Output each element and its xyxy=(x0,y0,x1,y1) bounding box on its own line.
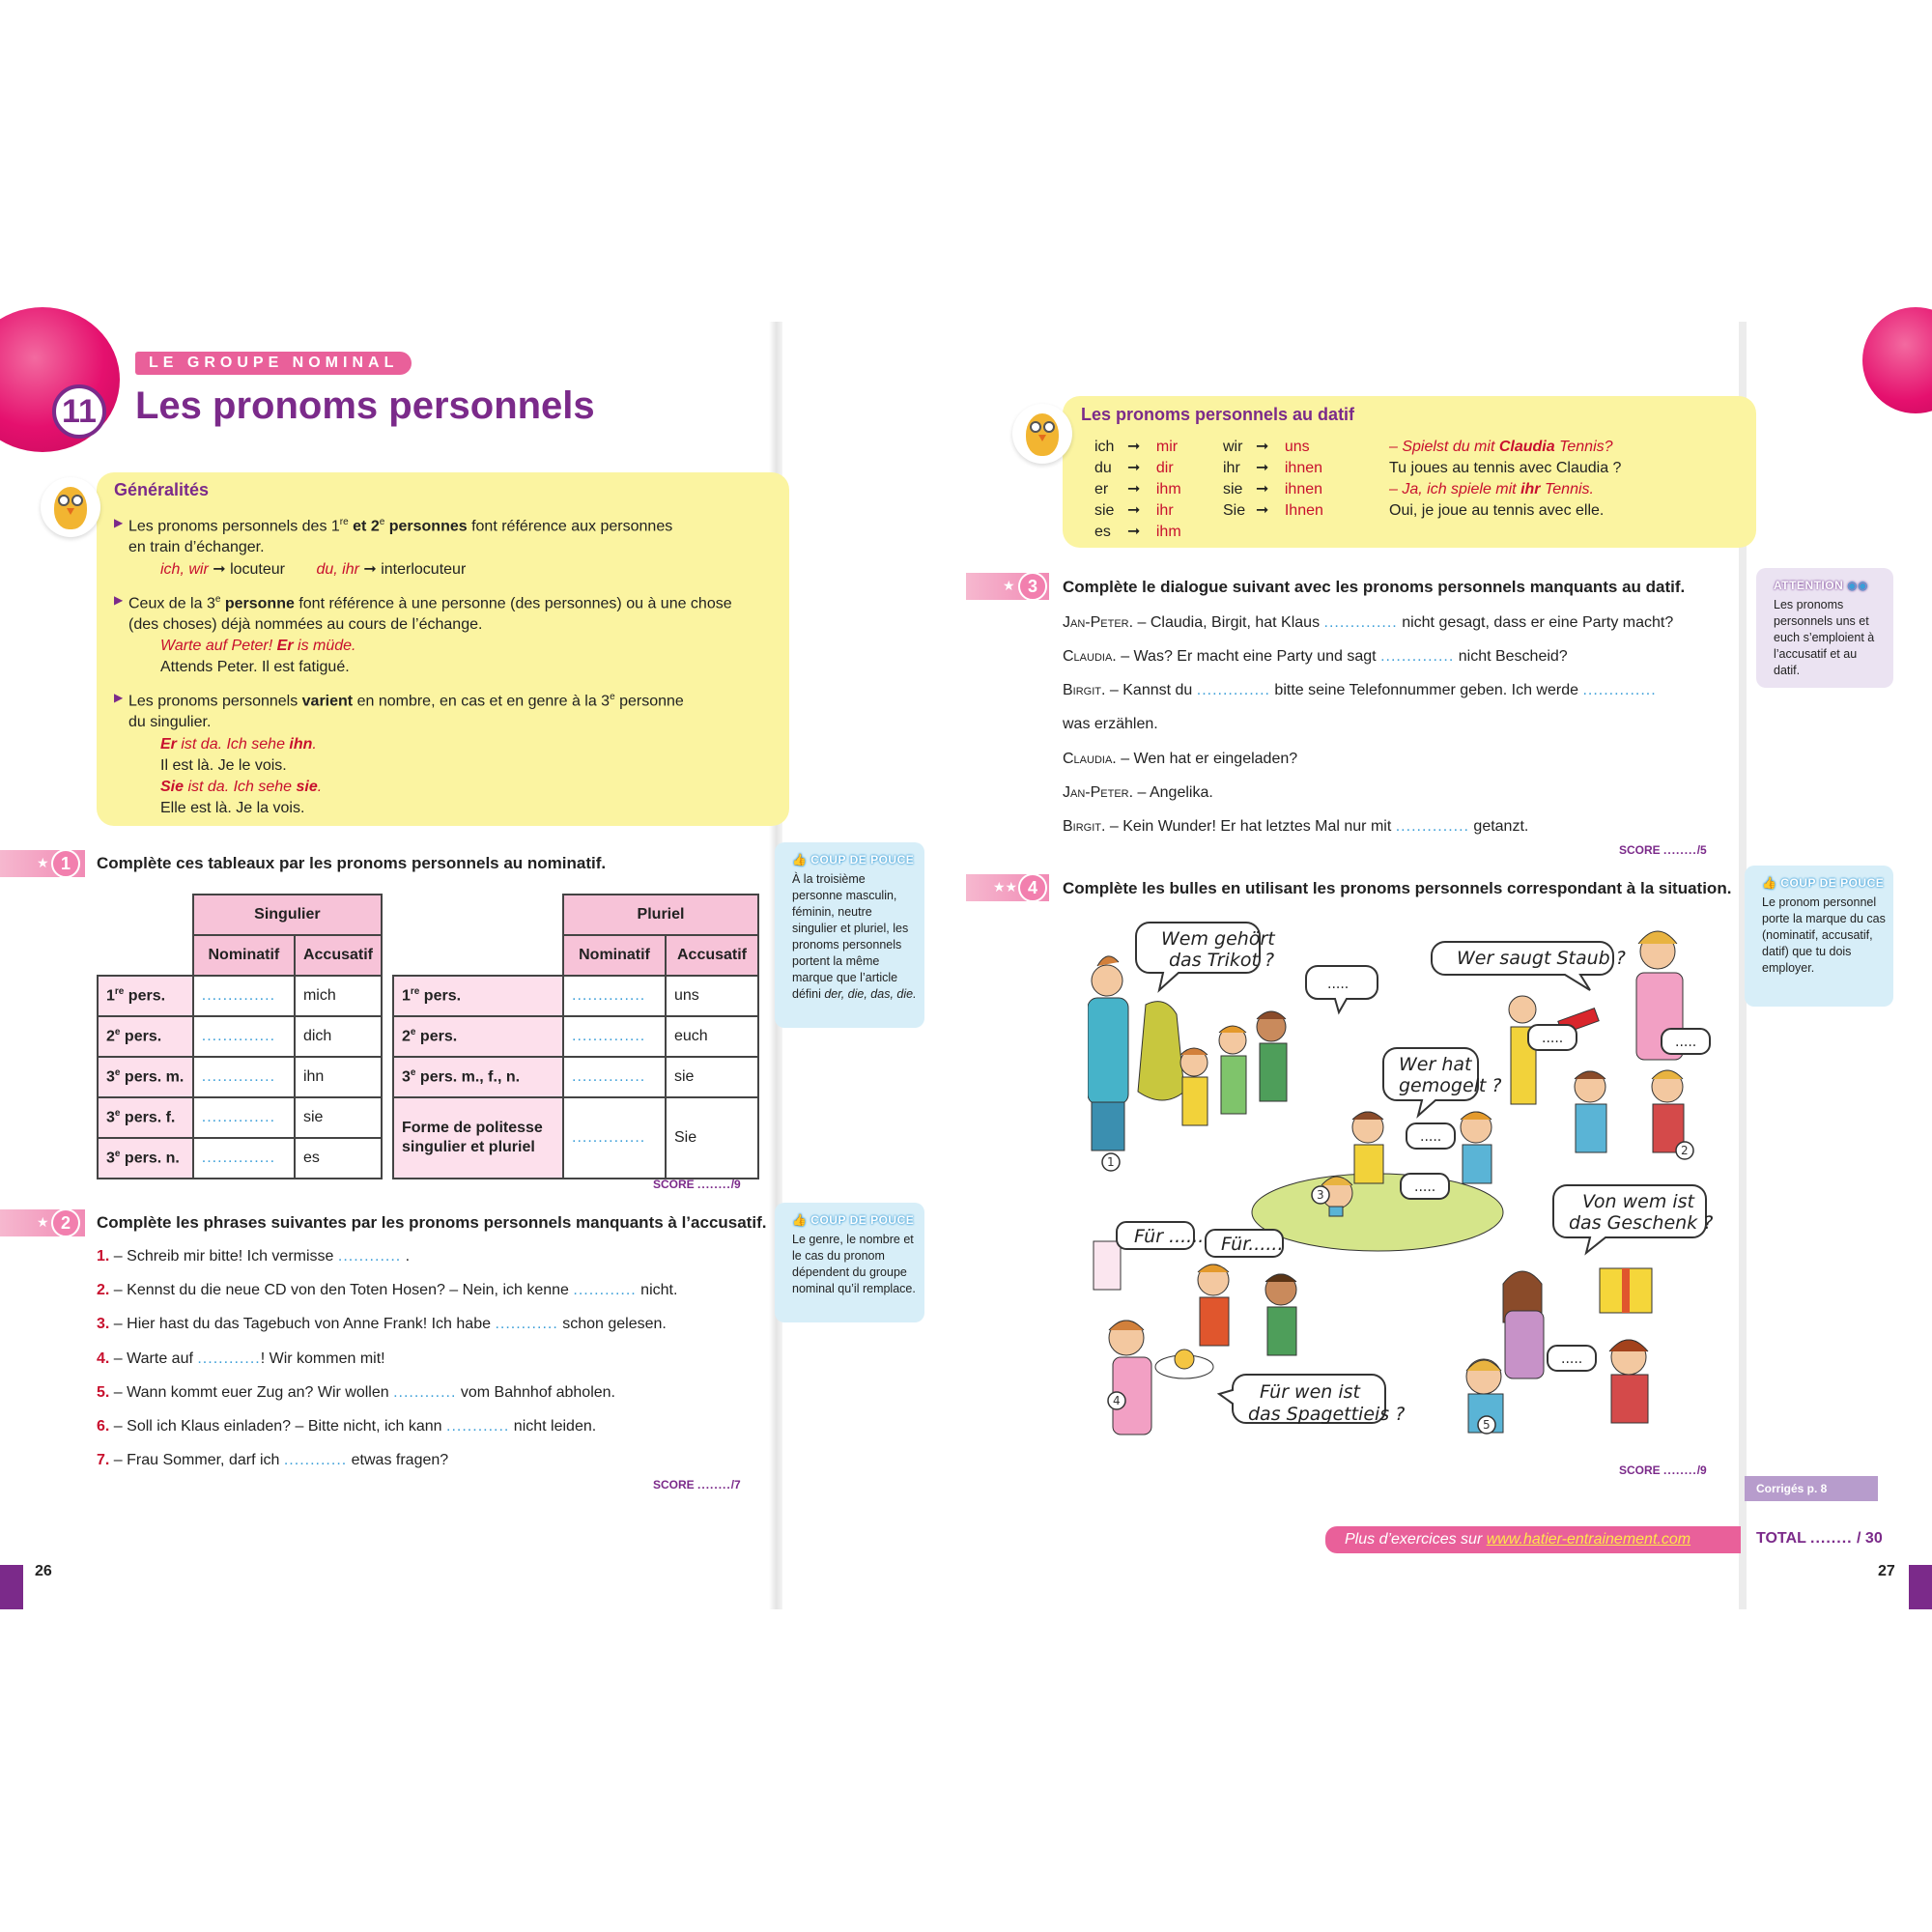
page-number-right: 27 xyxy=(1878,1563,1895,1579)
answer-blank[interactable]: ............ xyxy=(573,1282,637,1299)
header-singulier: Singulier xyxy=(193,895,382,935)
table-row xyxy=(98,976,382,1016)
datif-row-singular: ich ➞ mir xyxy=(1094,439,1179,455)
panel-label-text: 5 xyxy=(1483,1418,1491,1432)
attention-note: ATTENTION ◉◉ Les pronoms personnels uns et euch s’emploient à l’accusatif et au datif. xyxy=(1756,568,1893,688)
star-icon: ★ xyxy=(37,1214,49,1230)
exercise-1-title: Complète ces tableaux par les pronoms personnels au nominatif. xyxy=(97,854,607,872)
header-pluriel: Pluriel xyxy=(563,895,758,935)
answer-blank[interactable]: ............ xyxy=(197,1350,261,1367)
answer-blank[interactable]: .............. xyxy=(193,1138,295,1179)
answer-bubble[interactable]: Für ...... xyxy=(1134,1226,1205,1247)
generalites-bullet-3: ▶ Les pronoms personnels varient en nombre, en cas et en genre à la 3e personne du singulier. xyxy=(114,691,684,731)
total-score: TOTAL ........ / 30 xyxy=(1756,1530,1883,1547)
exercise-2-sentence: 6. – Soll ich Klaus einladen? – Bitte nicht, ich kann ............ nicht leiden. xyxy=(97,1418,597,1435)
datif-row-singular: du ➞ dir xyxy=(1094,460,1174,476)
datif-row-plural: Sie ➞ Ihnen xyxy=(1223,502,1323,519)
exercise-2-title: Complète les phrases suivantes par les pronoms personnels manquants à l’accusatif. xyxy=(97,1213,767,1232)
panel-label-text: 3 xyxy=(1317,1188,1324,1202)
datif-row-plural: sie ➞ ihnen xyxy=(1223,481,1323,497)
answer-blank[interactable]: ............ xyxy=(337,1248,402,1264)
exercise-3-title: Complète le dialogue suivant avec les pronoms personnels manquants au datif. xyxy=(1063,578,1686,596)
thumb-icon: 👍 xyxy=(1762,876,1777,890)
answer-bubble[interactable]: ..... xyxy=(1675,1035,1697,1050)
accusatif-value: ihn xyxy=(295,1057,382,1097)
exercise-2-sentence: 5. – Wann kommt euer Zug an? Wir wollen ............ vom Bahnhof abholen. xyxy=(97,1383,615,1401)
panel-label-text: 2 xyxy=(1681,1144,1689,1157)
row-label-politesse: Forme de politesse singulier et pluriel xyxy=(393,1097,563,1179)
bubble-text: Von wem ist xyxy=(1582,1191,1694,1212)
score-ex2: SCORE ......../7 xyxy=(653,1478,741,1492)
dialogue-line-3: Birgit. – Kannst du .............. bitte seine Telefonnummer geben. Ich werde .............. xyxy=(1063,682,1657,698)
bubble-text: Wer hat xyxy=(1399,1054,1472,1075)
generalites-title: Généralités xyxy=(114,480,210,499)
answer-bubble[interactable]: ..... xyxy=(1561,1351,1583,1367)
star-icon: ★★ xyxy=(993,879,1018,895)
header-nominatif: Nominatif xyxy=(563,935,666,976)
row-label: 3e pers. n. xyxy=(98,1138,193,1179)
generalites-example-3: Er ist da. Ich sehe ihn. Il est là. Je le vois. Sie ist da. Ich sehe sie. Elle est là. Je la vois. xyxy=(160,736,323,816)
accusatif-value: euch xyxy=(666,1016,758,1057)
answer-blank[interactable]: .............. xyxy=(193,976,295,1016)
score-ex4: SCORE ......../9 xyxy=(1619,1463,1707,1477)
datif-row-plural: ihr ➞ ihnen xyxy=(1223,460,1323,476)
table-singulier xyxy=(97,894,383,1179)
thumb-icon: 👍 xyxy=(792,853,808,867)
answer-blank[interactable]: .............. xyxy=(193,1097,295,1138)
row-label: 3e pers. m. xyxy=(98,1057,193,1097)
bubble-text: Wer saugt Staub ? xyxy=(1457,948,1626,969)
exercise-2-sentence: 3. – Hier hast du das Tagebuch von Anne Frank! Ich habe ............ schon gelesen. xyxy=(97,1316,667,1333)
table-row xyxy=(98,1097,382,1138)
dialogue-line-4: was erzählen. xyxy=(1063,716,1158,732)
thumb-icon: 👍 xyxy=(792,1213,808,1227)
exercise-2-badge: 2 xyxy=(51,1208,80,1237)
generalites-bullet-2: ▶ Ceux de la 3e personne font référence à une personne (des personnes) ou à une chose (des choses) déjà nommées au cours de l’échange. xyxy=(114,593,732,634)
page-corner-right xyxy=(1909,1565,1932,1609)
bubble-text: das Geschenk ? xyxy=(1569,1212,1714,1234)
table-row xyxy=(393,1016,758,1057)
more-exercises-link[interactable]: Plus d’exercices sur www.hatier-entrainement.com xyxy=(1325,1526,1741,1553)
table-row xyxy=(393,1057,758,1097)
answer-blank[interactable]: .............. xyxy=(563,976,666,1016)
panel-1 xyxy=(1088,956,1287,1151)
answer-bubble[interactable]: ..... xyxy=(1542,1031,1564,1046)
coup-de-pouce-note-1: 👍 COUP DE POUCE À la troisième personne masculin, féminin, neutre singulier et pluriel, les pronoms personnels portent la même marque que l’article défini der, die, das, die. xyxy=(775,842,924,1028)
table-row xyxy=(98,1138,382,1179)
row-label: 1re pers. xyxy=(393,976,563,1016)
exercise-2-sentence: 1. – Schreib mir bitte! Ich vermisse ............ . xyxy=(97,1248,411,1264)
datif-title: Les pronoms personnels au datif xyxy=(1081,405,1355,424)
answer-bubble[interactable]: ..... xyxy=(1420,1129,1442,1145)
answer-bubble[interactable]: Für...... xyxy=(1221,1234,1284,1255)
owl-icon xyxy=(1012,404,1072,464)
table-row xyxy=(98,1057,382,1097)
datif-row-singular: sie ➞ ihr xyxy=(1094,502,1174,519)
owl-icon xyxy=(41,477,100,537)
accusatif-value: es xyxy=(295,1138,382,1179)
generalites-example-2: Warte auf Peter! Er is müde. Attends Peter. Il est fatigué. xyxy=(160,638,356,675)
header-nominatif: Nominatif xyxy=(193,935,295,976)
exercise-3-badge: 3 xyxy=(1018,572,1047,601)
answer-blank[interactable]: ............ xyxy=(283,1452,348,1469)
corriges-label: Corrigés p. 8 xyxy=(1745,1476,1878,1501)
answer-blank[interactable]: ............ xyxy=(393,1383,457,1401)
panel-3 xyxy=(1252,1112,1503,1251)
table-pluriel xyxy=(392,894,759,1179)
answer-blank[interactable]: ............ xyxy=(446,1418,510,1435)
bubble-text: Wem gehört xyxy=(1161,928,1275,950)
accusatif-value: dich xyxy=(295,1016,382,1057)
answer-blank[interactable]: ............ xyxy=(495,1316,558,1333)
bubble-text: gemogelt ? xyxy=(1399,1075,1502,1096)
bubble-text: Für wen ist xyxy=(1260,1381,1360,1403)
generalites-bullet-1: ▶ Les pronoms personnels des 1re et 2e personnes font référence aux personnes en train d’échanger. xyxy=(114,516,673,556)
dialogue-line-6: Jan-Peter. – Angelika. xyxy=(1063,784,1213,801)
row-label: 3e pers. m., f., n. xyxy=(393,1057,563,1097)
panel-label-text: 1 xyxy=(1107,1155,1115,1169)
coup-de-pouce-note-2: 👍 COUP DE POUCE Le genre, le nombre et le cas du pronom dépendent du groupe nominal qu’il remplace. xyxy=(775,1203,924,1322)
exercise-2-sentence: 7. – Frau Sommer, darf ich ............ etwas fragen? xyxy=(97,1452,449,1469)
exercise-1-badge: 1 xyxy=(51,849,80,878)
accusatif-value: Sie xyxy=(666,1097,758,1179)
page-number-left: 26 xyxy=(35,1563,52,1579)
datif-row-plural: wir ➞ uns xyxy=(1223,439,1310,455)
datif-example: – Spielst du mit Claudia Tennis? Tu joues au tennis avec Claudia ? – Ja, ich spiele mit ihr Tennis. Oui, je joue au tennis avec elle. xyxy=(1389,439,1622,519)
dialogue-line-7: Birgit. – Kein Wunder! Er hat letztes Mal nur mit .............. getanzt. xyxy=(1063,818,1529,835)
dialogue-line-1: Jan-Peter. – Claudia, Birgit, hat Klaus .............. nicht gesagt, dass er eine Party macht? xyxy=(1063,614,1674,631)
star-icon: ★ xyxy=(1003,578,1015,593)
coup-de-pouce-note-3: 👍 COUP DE POUCE Le pronom personnel porte la marque du cas (nominatif, accusatif, datif) que tu dois employer. xyxy=(1745,866,1893,1007)
answer-bubble[interactable]: ..... xyxy=(1327,977,1350,992)
dialogue-line-5: Claudia. – Wen hat er eingeladen? xyxy=(1063,751,1298,767)
accusatif-value: sie xyxy=(666,1057,758,1097)
accusatif-value: sie xyxy=(295,1097,382,1138)
exercise-2-sentence: 4. – Warte auf ............! Wir kommen mit! xyxy=(97,1350,385,1367)
answer-blank[interactable]: .............. xyxy=(563,1016,666,1057)
chapter-title: Les pronoms personnels xyxy=(135,384,595,427)
score-ex3: SCORE ......../5 xyxy=(1619,843,1707,857)
score-ex1: SCORE ......../9 xyxy=(653,1178,741,1191)
page-corner-left xyxy=(0,1565,23,1609)
row-label: 2e pers. xyxy=(98,1016,193,1057)
exercise-4-title: Complète les bulles en utilisant les pronoms personnels correspondant à la situation. xyxy=(1063,879,1732,897)
exercise-4-badge: 4 xyxy=(1018,873,1047,902)
bubble-text: das Spagettieis ? xyxy=(1248,1404,1406,1425)
answer-blank[interactable]: .............. xyxy=(193,1016,295,1057)
header-accusatif: Accusatif xyxy=(295,935,382,976)
datif-row-singular: er ➞ ihm xyxy=(1094,481,1181,497)
table-row xyxy=(393,976,758,1016)
answer-blank[interactable]: .............. xyxy=(563,1097,666,1179)
star-icon: ★ xyxy=(37,855,49,870)
row-label: 2e pers. xyxy=(393,1016,563,1057)
dialogue-line-2: Claudia. – Was? Er macht eine Party und sagt .............. nicht Bescheid? xyxy=(1063,648,1568,665)
row-label: 3e pers. f. xyxy=(98,1097,193,1138)
eyes-icon: ◉◉ xyxy=(1847,579,1869,592)
chapter-category: LE GROUPE NOMINAL xyxy=(135,352,412,375)
answer-bubble[interactable]: ..... xyxy=(1414,1179,1436,1195)
comic-illustration xyxy=(1088,913,1725,1444)
answer-blank[interactable]: .............. xyxy=(563,1057,666,1097)
generalites-example-1: ich, wir ➞ locuteur du, ihr ➞ interlocuteur xyxy=(160,561,467,578)
panel-label-text: 4 xyxy=(1113,1394,1121,1407)
answer-blank[interactable]: .............. xyxy=(193,1057,295,1097)
exercise-2-sentence: 2. – Kennst du die neue CD von den Toten Hosen? – Nein, ich kenne ............ nicht. xyxy=(97,1282,678,1299)
header-accusatif: Accusatif xyxy=(666,935,758,976)
table-row xyxy=(98,1016,382,1057)
accusatif-value: uns xyxy=(666,976,758,1016)
accusatif-value: mich xyxy=(295,976,382,1016)
row-label: 1re pers. xyxy=(98,976,193,1016)
datif-row-singular: es ➞ ihm xyxy=(1094,524,1181,540)
chapter-number: 11 xyxy=(52,384,106,439)
bubble-text: das Trikot ? xyxy=(1169,950,1275,971)
